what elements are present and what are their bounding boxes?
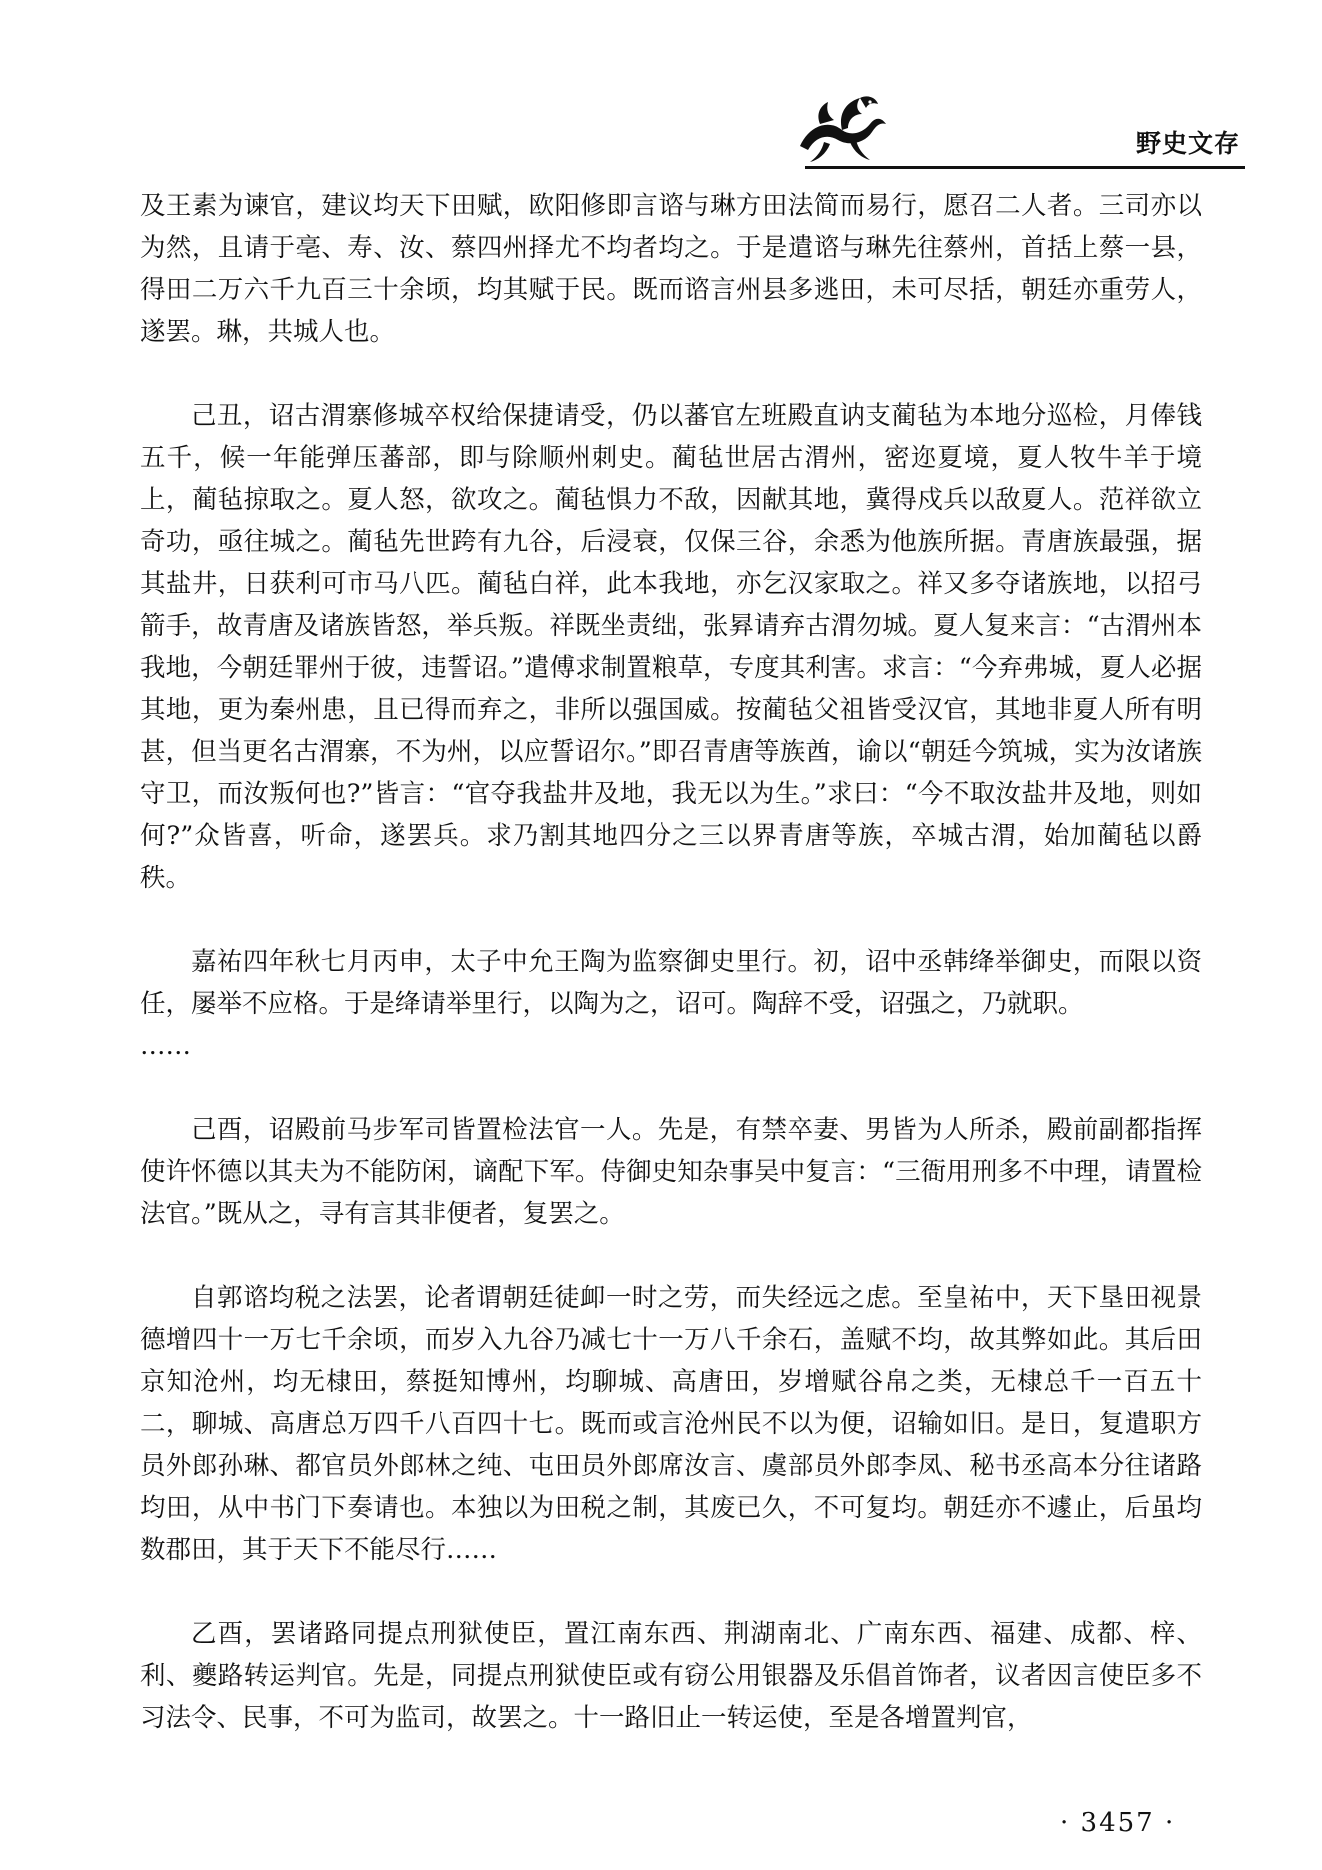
paragraph: 嘉祐四年秋七月丙申，太子中允王陶为监察御史里行。初，诏中丞韩绛举御史，而限以资任，屡举不应格。于是绛请举里行，以陶为之，诏可。陶辞不受，诏强之，乃就职。 bbox=[140, 947, 1202, 1019]
header-rule bbox=[805, 166, 1245, 169]
ellipsis: …… bbox=[140, 1031, 191, 1061]
paragraph: 乙酉，罢诸路同提点刑狱使臣，置江南东西、荆湖南北、广南东西、福建、成都、梓、利、夔路转运判官。先是，同提点刑狱使臣或有窃公用银器及乐倡首饰者，议者因言使臣多不习法令、民事，不可为监司，故罢之。十一路旧止一转运使，至是各增置判官， bbox=[140, 1619, 1202, 1733]
header-title: 野史文存 bbox=[1135, 129, 1240, 158]
paragraph: 己酉，诏殿前马步军司皆置检法官一人。先是，有禁卒妻、男皆为人所杀，殿前副都指挥使许怀德以其夫为不能防闲，谪配下军。侍御史知杂事吴中复言：“三衙用刑多不中理，请置检法官。”既从之，寻有言其非便者，复罢之。 bbox=[140, 1115, 1202, 1229]
page-number: · 3457 · bbox=[1060, 1808, 1176, 1838]
paragraph: 自郭谘均税之法罢，论者谓朝廷徒卹一时之劳，而失经远之虑。至皇祐中，天下垦田视景德增四十一万七千余顷，而岁入九谷乃减七十一万八千余石，盖赋不均，故其弊如此。其后田京知沧州，均无棣田，蔡挺知博州，均聊城、高唐田，岁增赋谷帛之类，无棣总千一百五十二，聊城、高唐总万四千八百四十七。既而或言沧州民不以为便，诏输如旧。是日，复遣职方员外郎孙琳、都官员外郎林之纯、屯田员外郎席汝言、虞部员外郎李凤、秘书丞高本分往诸路均田，从中书门下奏请也。本独以为田税之制，其废已久，不可复均。朝廷亦不遽止，后虽均数郡田，其于天下不能尽行…… bbox=[140, 1283, 1202, 1565]
dragon-emblem-icon bbox=[790, 84, 890, 166]
paragraph: 及王素为谏官，建议均天下田赋，欧阳修即言谘与琳方田法简而易行，愿召二人者。三司亦以为然，且请于亳、寿、汝、蔡四州择尤不均者均之。于是遣谘与琳先往蔡州，首括上蔡一县，得田二万六千九百三十余顷，均其赋于民。既而谘言州县多逃田，未可尽括，朝廷亦重劳人，遂罢。琳，共城人也。 bbox=[140, 191, 1202, 347]
paragraph: 己丑，诏古渭寨修城卒权给保捷请受，仍以蕃官左班殿直讷支蔺毡为本地分巡检，月俸钱五千，候一年能弹压蕃部，即与除顺州刺史。蔺毡世居古渭州，密迩夏境，夏人牧牛羊于境上，蔺毡掠取之。夏人怒，欲攻之。蔺毡惧力不敌，因献其地，冀得戍兵以敌夏人。范祥欲立奇功，亟往城之。蔺毡先世跨有九谷，后浸衰，仅保三谷，余悉为他族所据。青唐族最强，据其盐井，日获利可市马八匹。蔺毡白祥，此本我地，亦乞汉家取之。祥又多夺诸族地，以招弓箭手，故青唐及诸族皆怒，举兵叛。祥既坐责绌，张昪请弃古渭勿城。夏人复来言：“古渭州本我地，今朝廷罪州于彼，违誓诏。”遣傅求制置粮草，专度其利害。求言：“今弃弗城，夏人必据其地，更为秦州患，且已得而弃之，非所以强国威。按蔺毡父祖皆受汉官，其地非夏人所有明甚，但当更名古渭寨，不为州，以应誓诏尔。”即召青唐等族酋，谕以“朝廷今筑城，实为汝诸族守卫，而汝叛何也?”皆言：“官夺我盐井及地，我无以为生。”求曰：“今不取汝盐井及地，则如何?”众皆喜，听命，遂罢兵。求乃割其地四分之三以界青唐等族，卒城古渭，始加蔺毡以爵秩。 bbox=[140, 401, 1202, 893]
page-header bbox=[140, 84, 1240, 180]
body-text bbox=[140, 185, 1202, 1781]
